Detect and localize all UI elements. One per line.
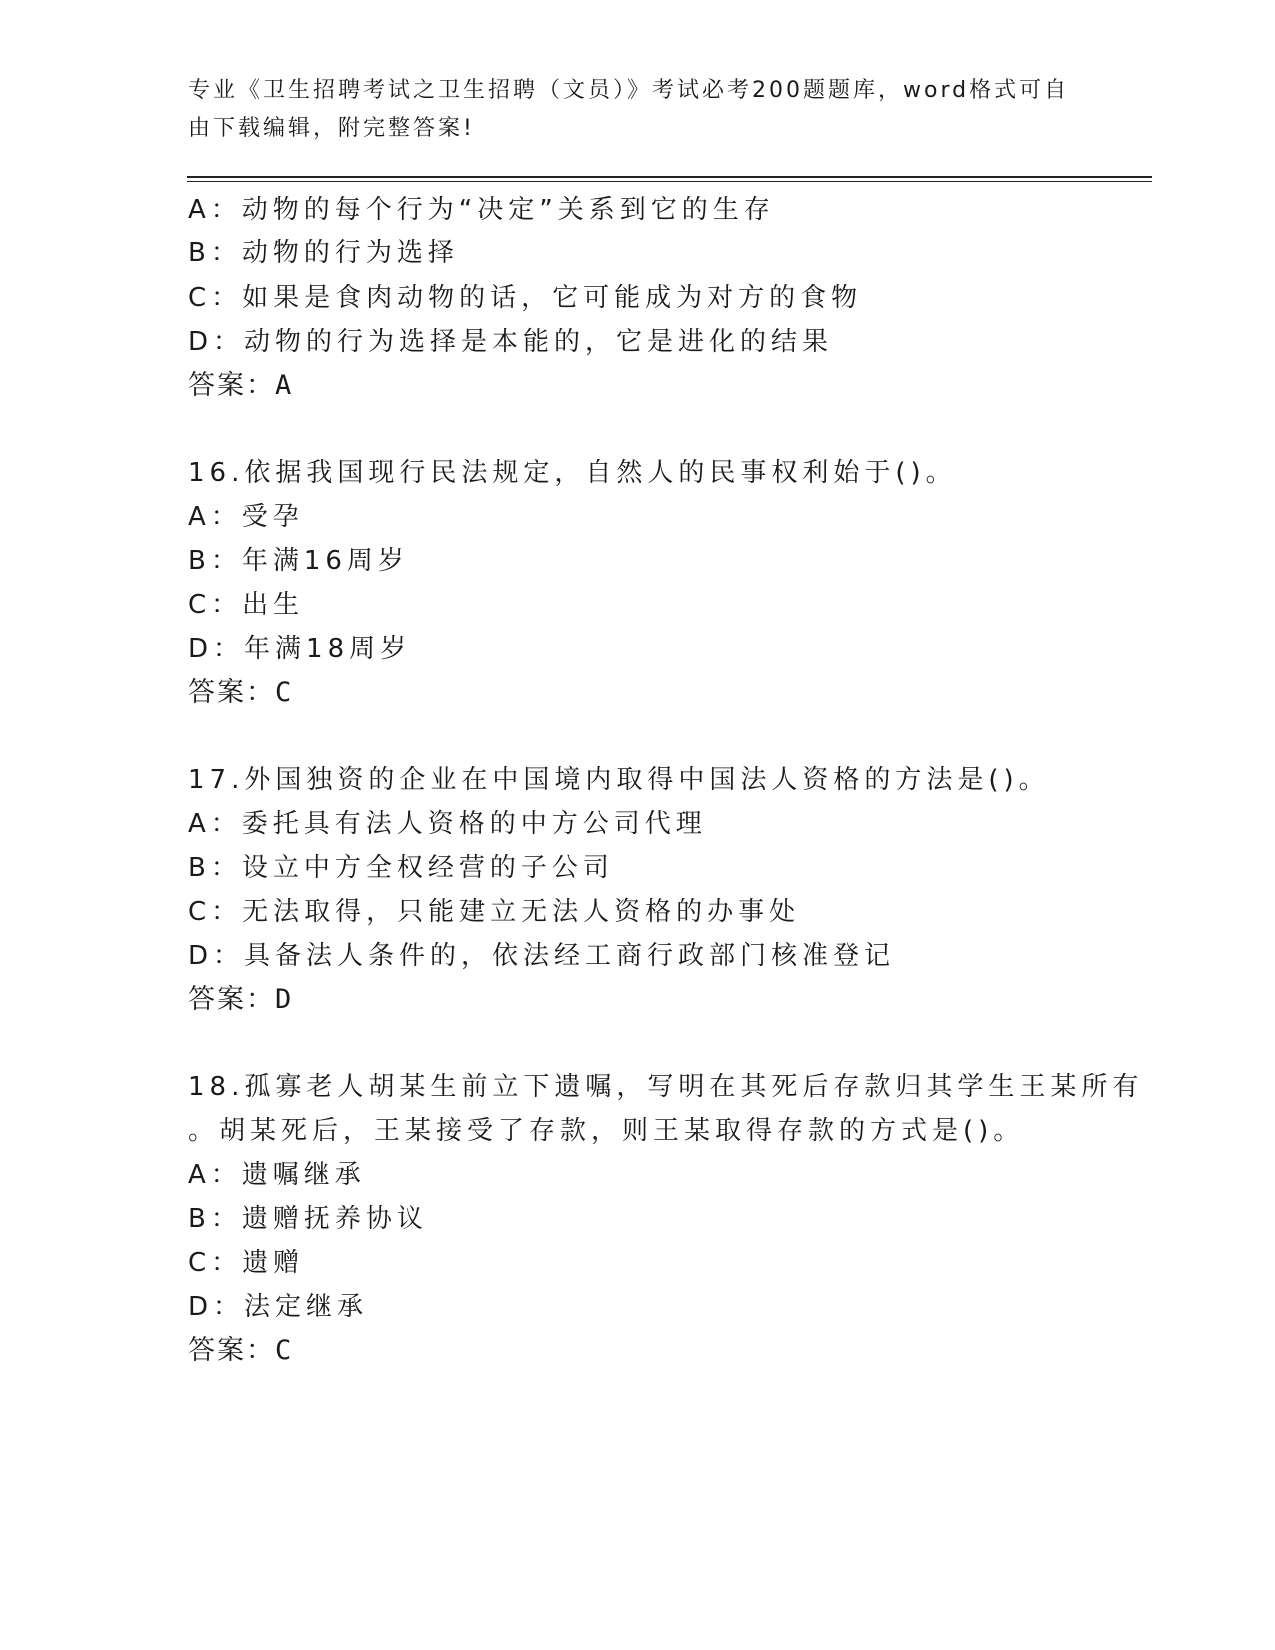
q17-option-b: B：设立中方全权经营的子公司 [188,853,614,883]
q18-option-b: B：遗赠抚养协议 [188,1204,428,1234]
q18-question-line2: 。胡某死后，王某接受了存款，则王某取得存款的方式是()。 [188,1116,1025,1146]
answer-value: C [275,1335,294,1366]
q15-option-a: A：动物的每个行为“决定”关系到它的生存 [188,195,775,225]
answer-label: 答案： [188,984,275,1015]
q17-option-d: D：具备法人条件的，依法经工商行政部门核准登记 [188,941,896,971]
q15-option-d: D：动物的行为选择是本能的，它是进化的结果 [188,327,834,357]
q17-option-c: C：无法取得，只能建立无法人资格的办事处 [188,897,801,927]
q18-answer [188,1333,293,1369]
answer-label: 答案： [188,1335,275,1366]
q15-option-b: B：动物的行为选择 [188,238,459,268]
q18-option-c: C：遗赠 [188,1248,305,1278]
q17-option-a: A：委托具有法人资格的中方公司代理 [188,809,707,839]
document-header: 专业《卫生招聘考试之卫生招聘（文员）》考试必考200题题库，word格式可自由下载编辑，附完整答案! [188,78,1070,141]
q16-option-d: D：年满18周岁 [188,634,412,664]
q16-option-c: C：出生 [188,590,305,620]
q18-question-line1: 18.孤寡老人胡某生前立下遗嘱，写明在其死后存款归其学生王某所有 [188,1072,1144,1102]
answer-label: 答案： [188,370,275,401]
answer-value: A [275,370,294,401]
answer-value: D [275,984,294,1015]
q18-option-a: A：遗嘱继承 [188,1160,366,1190]
answer-label: 答案： [188,677,275,708]
header-rule-thin [187,181,1152,182]
q16-option-b: B：年满16周岁 [188,546,409,576]
header-rule-thick [187,176,1152,178]
q17-question: 17.外国独资的企业在中国境内取得中国法人资格的方法是()。 [188,765,1050,795]
q17-answer [188,982,293,1018]
q16-option-a: A：受孕 [188,502,304,532]
q16-answer [188,675,293,711]
q15-answer [188,368,293,404]
answer-value: C [275,677,294,708]
q16-question: 16.依据我国现行民法规定，自然人的民事权利始于()。 [188,458,957,488]
q15-option-c: C：如果是食肉动物的话，它可能成为对方的食物 [188,283,863,313]
q18-option-d: D：法定继承 [188,1292,369,1322]
